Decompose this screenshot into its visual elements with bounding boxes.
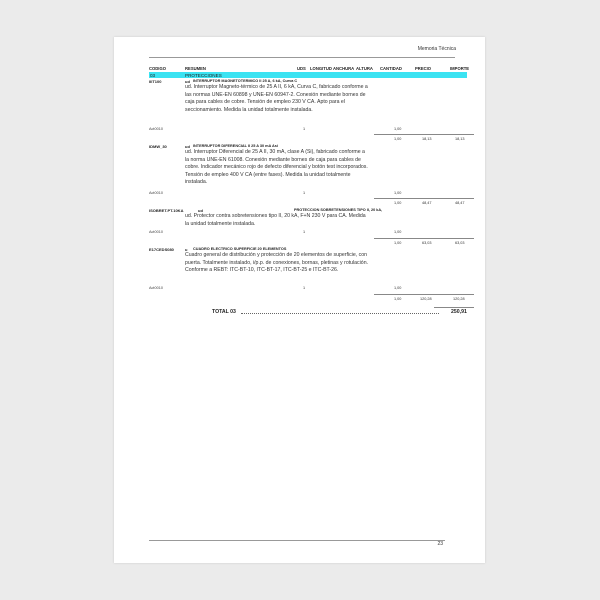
total-value: 250,91 [451,309,467,315]
subtotal-rule [374,294,474,295]
item-unit: u [185,247,188,252]
total-rule [434,307,474,308]
item-short-description: PROTECCION SOBRETENSIONES TIPO II, 20 kA, [294,208,383,212]
item-unit: ud [185,144,190,149]
col-uds: UDS [297,66,306,71]
item-unit: ud [185,79,190,84]
item-description: Cuadro general de distribución y protección de 20 elementos de superficie, con puerta. Totalmente instalado, i/p.p. de conexiones, bornas, pletinas y rotulación. Conforme a REBT: ITC-BT-10, ITC-BT-17, ITC-BT-25 e ITC-BT-26. [185,252,369,274]
item-code: ISOBRET.PT.10KA [149,208,184,213]
document-title: Memoria Técnica [417,46,456,52]
chapter-band [149,72,467,78]
chapter-title: PROTECCIONES [185,72,222,78]
col-codigo: CODIGO [149,66,166,71]
total-dot-leader [241,313,439,314]
item-price: 120,28 [420,297,432,301]
item-unit: ud [198,208,203,213]
measurement-uds: 1 [303,191,306,195]
item-code: IDMW_30 [149,144,167,149]
item-short-description: INTERRUPTOR DIFERENCIAL II 25 A 30 mA Asi [193,144,278,148]
measurement-code: Act0010 [149,230,163,234]
measurement-code: Act0010 [149,127,163,131]
item-amount: 120,28 [453,297,465,301]
item-description: ud. Protector contra sobretensiones tipo II, 20 kA, F+N 230 V para CA. Medida la unidad totalmente instalada. [185,213,366,227]
col-resumen: RESUMEN [185,66,206,71]
total-label: TOTAL 03 [212,309,236,315]
measurement-code: Act0010 [149,191,163,195]
item-amount: 48,47 [455,201,465,205]
item-price: 18,13 [422,137,432,141]
document-page [114,37,485,563]
item-quantity: 1,00 [394,297,402,301]
col-longitud: LONGITUD [310,66,332,71]
item-code: E17CEDS080 [149,247,174,252]
item-quantity: 1,00 [394,137,402,141]
subtotal-rule [374,198,474,199]
measurement-quantity: 1,00 [394,127,402,131]
measurement-quantity: 1,00 [394,191,402,195]
chapter-code: 03 [150,72,156,78]
measurement-code: Act0010 [149,286,163,290]
measurement-uds: 1 [303,127,306,131]
item-amount: 63,03 [455,241,465,245]
item-quantity: 1,00 [394,241,402,245]
page-number: 23 [437,541,443,547]
col-importe: IMPORTE [450,66,470,71]
col-precio: PRECIO [415,66,432,71]
item-description: ud. Interruptor Diferencial de 25 A II, 30 mA, clase A (Si), fabricado conforme a la norma UNE-EN 61008. Conexión mediante bornes de caja para cables de cobre. Indicador mecánico rojo de defecto diferencial y botón test incorporados. Tensión de empleo 400 V CA (entre fases). Medida la unidad totalmente instalada. [185,149,368,186]
item-short-description: CUADRO ELECTRICO SUPERFICIE 20 ELEMENTOS [193,247,287,251]
measurement-uds: 1 [303,230,306,234]
subtotal-rule [374,134,474,135]
item-description: ud. Interruptor Magneto-térmico de 25 A II, 6 kA, Curva C, fabricado conforme a las normas UNE-EN 60898 y UNE-EN 60947-2. Conexión mediante bornes de caja para cables de cobre. Tensión de empleo 230 V CA. Apto para el seccionamiento. Medida la unidad totalmente instalada. [185,84,368,113]
item-price: 48,47 [422,201,432,205]
item-short-description: INTERRUPTOR MAGNETOTERMICO II 25 A, 6 kA, Curva C [193,79,298,83]
measurement-uds: 1 [303,286,306,290]
col-cantidad: CANTIDAD [380,66,402,71]
col-anchura: ANCHURA [333,66,355,71]
header-divider [149,57,455,58]
subtotal-rule [374,238,474,239]
col-altura: ALTURA [356,66,373,71]
measurement-quantity: 1,00 [394,230,402,234]
item-quantity: 1,00 [394,201,402,205]
item-price: 63,03 [422,241,432,245]
item-code: IIIT100 [149,79,162,84]
item-amount: 18,13 [455,137,465,141]
measurement-quantity: 1,00 [394,286,402,290]
footer-divider [149,540,445,541]
